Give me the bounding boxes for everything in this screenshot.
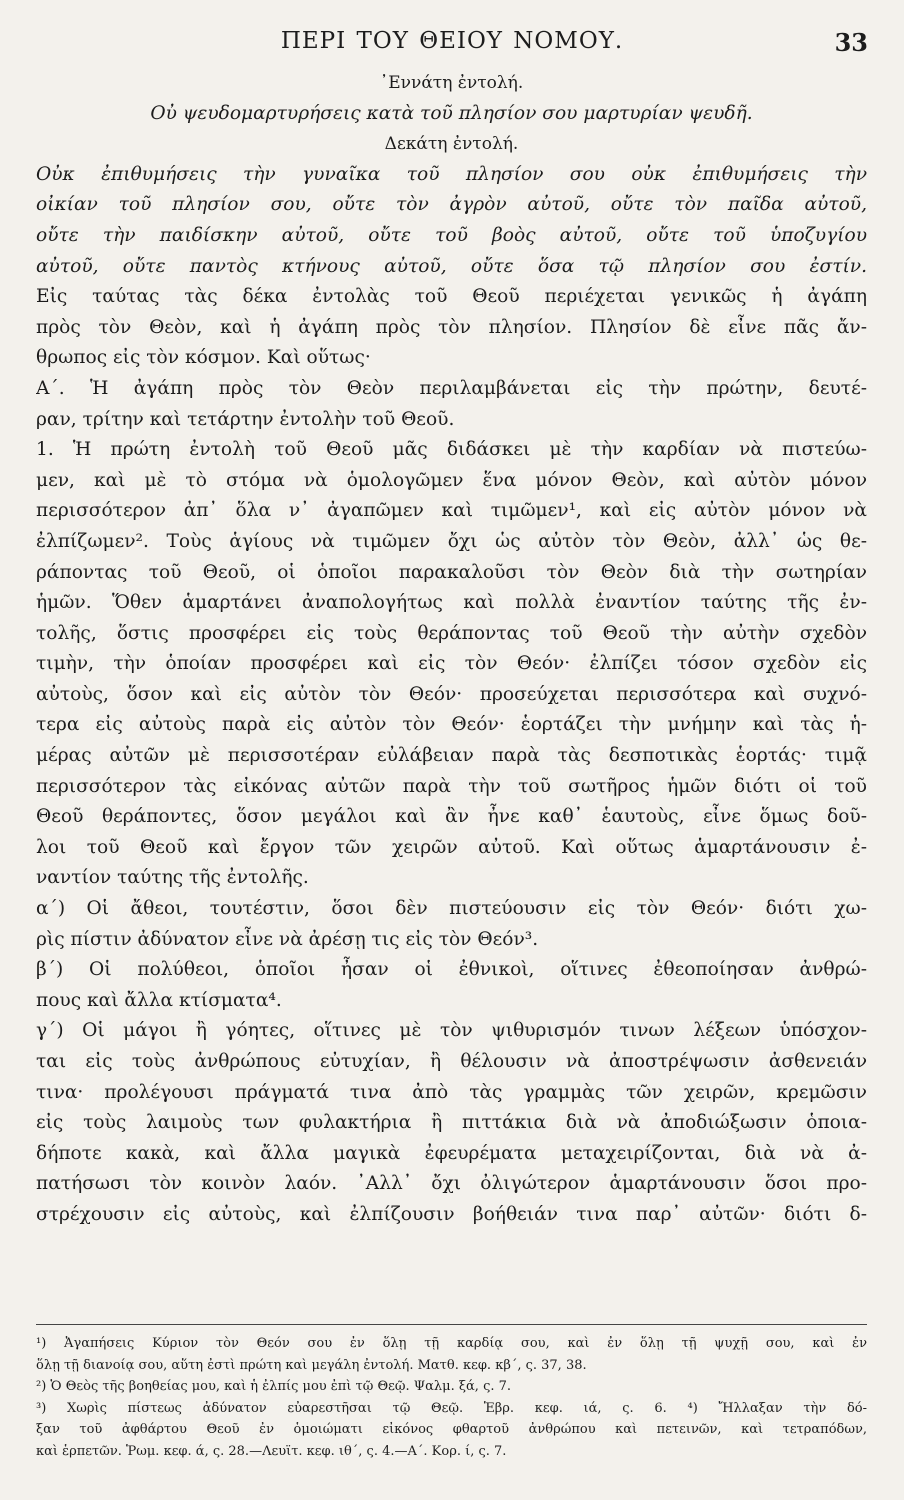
text-line: θρωπος εἰς τὸν κόσμον. Καὶ οὕτως· bbox=[36, 347, 371, 369]
text-line: Δεκάτη ἐντολή. bbox=[384, 134, 519, 155]
text-line: ται εἰς τοὺς ἀνθρώπους εὐτυχίαν, ἢ θέλουσιν νὰ ἀποστρέψωσιν ἀσθενειάν bbox=[36, 1051, 867, 1072]
text-line: στρέχουσιν εἰς αὐτοὺς, καὶ ἐλπίζουσιν βοήθειάν τινα παρ᾿ αὐτῶν· διότι δ- bbox=[36, 1203, 867, 1225]
text-line: ρὶς πίστιν ἀδύνατον εἶνε νὰ ἀρέσῃ τις εἰς τὸν Θεόν³. bbox=[36, 928, 539, 950]
text-line: Θεοῦ θεράποντες, ὅσον μεγάλοι καὶ ἂν ἦνε καθ᾿ ἑαυτοὺς, εἶνε ὅμως δοῦ- bbox=[36, 806, 867, 828]
footnote-line: ὅλῃ τῇ διανοίᾳ σου, αὕτη ἐστὶ πρώτη καὶ μεγάλη ἐντολή. Ματθ. κεφ. κβ΄, ς. 37, 38. bbox=[36, 1357, 587, 1373]
footnote-line: ²) Ὁ Θεὸς τῆς βοηθείας μου, καὶ ἡ ἐλπίς μου ἐπὶ τῷ Θεῷ. Ψαλμ. ξά, ς. 7. bbox=[36, 1379, 512, 1394]
text-line: τολῆς, ὅστις προσφέρει εἰς τοὺς θεράποντας τοῦ Θεοῦ τὴν αὐτὴν σχεδὸν bbox=[36, 622, 867, 644]
page-header bbox=[36, 28, 868, 64]
page-number: 33 bbox=[834, 28, 868, 57]
text-line: γ΄) Οἱ μάγοι ἢ γόητες, οἵτινες μὲ τὸν ψιθυρισμόν τινων λέξεων ὑπόσχον- bbox=[36, 1020, 867, 1042]
text-line: πρὸς τὸν Θεὸν, καὶ ἡ ἀγάπη πρὸς τὸν πλησίον. Πλησίον δὲ εἶνε πᾶς ἄν- bbox=[36, 316, 867, 338]
text-line: τερα εἰς αὐτοὺς παρὰ εἰς αὐτὸν τὸν Θεόν· ἑορτάζει τὴν μνήμην καὶ τὰς ἡ- bbox=[36, 714, 867, 736]
footnotes bbox=[36, 1324, 867, 1462]
running-title: ΠΕΡΙ ΤΟΥ ΘΕΙΟΥ ΝΟΜΟΥ. bbox=[280, 28, 624, 54]
text-line: ἐλπίζωμεν². Τοὺς ἁγίους νὰ τιμῶμεν ὄχι ὡς αὐτὸν τὸν Θεὸν, ἀλλ᾿ ὡς θε- bbox=[36, 530, 867, 552]
text-line: Οὐκ ἐπιθυμήσεις τὴν γυναῖκα τοῦ πλησίον σου οὐκ ἐπιθυμήσεις τὴν bbox=[36, 163, 867, 185]
text-line: α΄) Οἱ ἄθεοι, τουτέστιν, ὅσοι δὲν πιστεύουσιν εἰς τὸν Θεόν· διότι χω- bbox=[36, 898, 867, 920]
text-line: ᾿Εννάτη ἐντολή. bbox=[379, 73, 524, 93]
text-line: ράποντας τοῦ Θεοῦ, οἱ ὁποῖοι παρακαλοῦσι τὸν Θεὸν διὰ τὴν σωτηρίαν bbox=[36, 561, 867, 583]
text-line: τινα· προλέγουσι πράγματά τινα ἀπὸ τὰς γραμμὰς τῶν χειρῶν, κρεμῶσιν bbox=[36, 1081, 867, 1103]
text-line: περισσότερον τὰς εἰκόνας αὐτῶν παρὰ τὴν τοῦ σωτῆρος ἡμῶν διότι οἱ τοῦ bbox=[36, 775, 867, 797]
text-line: πατήσωσι τὸν κοινὸν λαόν. ᾿Αλλ᾿ ὄχι ὀλιγώτερον ἁμαρτάνουσιν ὅσοι προ- bbox=[36, 1173, 867, 1195]
footnote-line: ¹) Ἀγαπήσεις Κύριον τὸν Θεόν σου ἐν ὅλῃ τῇ καρδίᾳ σου, καὶ ἐν ὅλῃ τῇ ψυχῇ σου, καὶ ἐν bbox=[36, 1336, 867, 1351]
text-line: 1. Ἡ πρώτη ἐντολὴ τοῦ Θεοῦ μᾶς διδάσκει μὲ τὴν καρδίαν νὰ πιστεύω- bbox=[36, 439, 867, 461]
text-line: οἰκίαν τοῦ πλησίον σου, οὔτε τὸν ἀγρὸν αὐτοῦ, οὔτε τὸν παῖδα αὐτοῦ, bbox=[36, 194, 867, 216]
text-line: ναντίον ταύτης τῆς ἐντολῆς. bbox=[36, 867, 309, 889]
text-line: Εἰς ταύτας τὰς δέκα ἐντολὰς τοῦ Θεοῦ περιέχεται γενικῶς ἡ ἀγάπη bbox=[36, 286, 867, 308]
text-line: τιμὴν, τὴν ὁποίαν προσφέρει καὶ εἰς τὸν Θεόν· ἐλπίζει τόσον σχεδὸν εἰς bbox=[36, 653, 867, 675]
text-line: αὐτοὺς, ὅσον καὶ εἰς αὐτὸν τὸν Θεόν· προσεύχεται περισσότερα καὶ συχνό- bbox=[36, 683, 867, 705]
text-line: Οὐ ψευδομαρτυρήσεις κατὰ τοῦ πλησίον σου μαρτυρίαν ψευδῆ. bbox=[150, 102, 753, 124]
footnote-line: ³) Χωρὶς πίστεως ἀδύνατον εὐαρεστῆσαι τῷ Θεῷ. Ἑβρ. κεφ. ιά, ς. 6. ⁴) Ἤλλαξαν τὴν δό- bbox=[36, 1400, 867, 1416]
text-line: μεν, καὶ μὲ τὸ στόμα νὰ ὁμολογῶμεν ἕνα μόνον Θεὸν, καὶ αὐτὸν μόνον bbox=[36, 469, 867, 491]
text-line: ραν, τρίτην καὶ τετάρτην ἐντολὴν τοῦ Θεοῦ. bbox=[36, 408, 455, 430]
text-line: πους καὶ ἄλλα κτίσματα⁴. bbox=[36, 989, 282, 1011]
footnote-line: καὶ ἑρπετῶν. Ῥωμ. κεφ. ά, ς. 28.—Λευϊτ. κεφ. ιθ΄, ς. 4.—Α΄. Κορ. ί, ς. 7. bbox=[36, 1443, 507, 1459]
text-line: μέρας αὐτῶν μὲ περισσοτέραν εὐλάβειαν παρὰ τὰς δεσποτικὰς ἑορτάς· τιμᾷ bbox=[36, 745, 867, 767]
text-line: β΄) Οἱ πολύθεοι, ὁποῖοι ἦσαν οἱ ἐθνικοὶ, οἵτινες ἐθεοποίησαν ἀνθρώ- bbox=[36, 959, 867, 981]
text-line: λοι τοῦ Θεοῦ καὶ ἔργον τῶν χειρῶν αὐτοῦ. Καὶ οὕτως ἁμαρτάνουσιν ἐ- bbox=[36, 836, 867, 858]
text-line: εἰς τοὺς λαιμοὺς των φυλακτήρια ἢ πιττάκια διὰ νὰ ἀποδιώξωσιν ὁποια- bbox=[36, 1112, 867, 1134]
body-text bbox=[36, 68, 867, 1231]
footnote-line: ξαν τοῦ ἀφθάρτου Θεοῦ ἐν ὁμοιώματι εἰκόνος φθαρτοῦ ἀνθρώπου καὶ πετεινῶν, καὶ τετραπόδων, bbox=[36, 1422, 867, 1437]
text-line: ἡμῶν. Ὅθεν ἁμαρτάνει ἀναπολογήτως καὶ πολλὰ ἐναντίον ταύτης τῆς ἐν- bbox=[36, 592, 867, 614]
text-line: οὔτε τὴν παιδίσκην αὐτοῦ, οὔτε τοῦ βοὸς αὐτοῦ, οὔτε τοῦ ὑποζυγίου bbox=[36, 224, 867, 246]
text-line: αὐτοῦ, οὔτε παντὸς κτήνους αὐτοῦ, οὔτε ὅσα τῷ πλησίον σου ἐστίν. bbox=[36, 255, 867, 277]
text-line: Α΄. Ἡ ἀγάπη πρὸς τὸν Θεὸν περιλαμβάνεται εἰς τὴν πρώτην, δευτέ- bbox=[36, 377, 867, 399]
text-line: περισσότερον ἀπ᾿ ὅλα ν᾿ ἀγαπῶμεν καὶ τιμῶμεν¹, καὶ εἰς αὐτὸν μόνον νὰ bbox=[36, 500, 867, 522]
text-line: δήποτε κακὰ, καὶ ἄλλα μαγικὰ ἐφευρέματα μεταχειρίζονται, διὰ νὰ ἀ- bbox=[36, 1142, 867, 1164]
